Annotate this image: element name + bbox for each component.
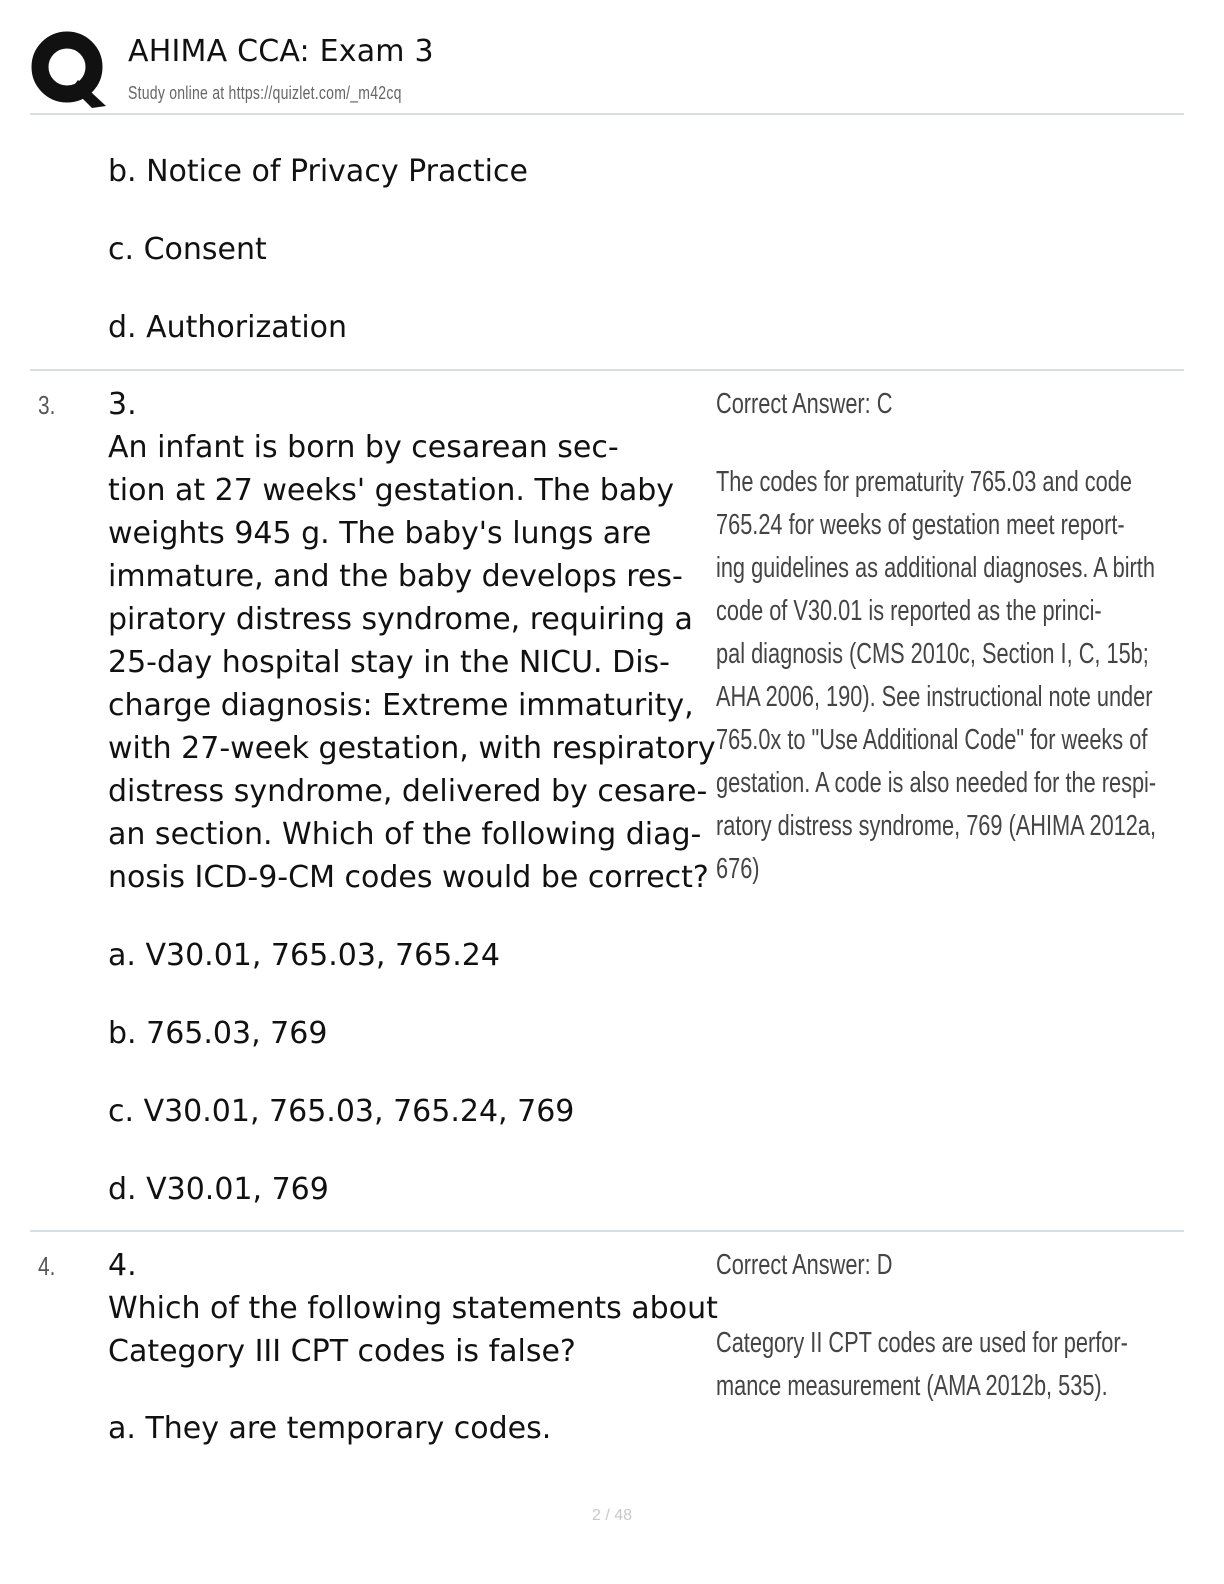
- question-number: 3.: [108, 387, 137, 422]
- question-divider: [30, 369, 1184, 371]
- question-index: 4.: [38, 1251, 56, 1281]
- question-line: 25-day hospital stay in the NICU. Dis-: [108, 645, 670, 680]
- question-3: [108, 383, 718, 899]
- page-number: 2 / 48: [591, 1507, 633, 1524]
- explanation-line: 676): [716, 853, 760, 885]
- document-title: AHIMA CCA: Exam 3: [128, 34, 434, 69]
- explanation-line: mance measurement (AMA 2012b, 535).: [716, 1370, 1108, 1402]
- option-a: a. They are temporary codes.: [108, 1411, 552, 1446]
- question-4: [108, 1244, 718, 1373]
- quizlet-logo-icon: [30, 30, 110, 110]
- question-line: Which of the following statements about: [108, 1291, 718, 1326]
- question-index: 3.: [38, 390, 56, 420]
- option-b: b. Notice of Privacy Practice: [108, 154, 528, 189]
- option-d: d. Authorization: [108, 310, 348, 345]
- explanation-line: code of V30.01 is reported as the princi-: [716, 595, 1102, 627]
- explanation-line: pal diagnosis (CMS 2010c, Section I, C, 15b;: [716, 638, 1149, 670]
- question-line: An infant is born by cesarean sec-: [108, 430, 619, 465]
- question-line: charge diagnosis: Extreme immaturity,: [108, 688, 694, 723]
- answer-3: [716, 383, 1166, 891]
- explanation-line: AHA 2006, 190). See instructional note under: [716, 681, 1153, 713]
- spacer: [716, 426, 1166, 461]
- study-link[interactable]: Study online at https://quizlet.com/_m42cq: [128, 83, 402, 103]
- answer-4: [716, 1244, 1166, 1408]
- option-b: b. 765.03, 769: [108, 1016, 328, 1051]
- question-line: Category III CPT codes is false?: [108, 1334, 576, 1369]
- option-d: d. V30.01, 769: [108, 1172, 329, 1207]
- explanation-line: gestation. A code is also needed for the respi-: [716, 767, 1157, 799]
- question-divider: [30, 1230, 1184, 1232]
- option-a: a. V30.01, 765.03, 765.24: [108, 938, 500, 973]
- question-number: 4.: [108, 1248, 137, 1283]
- explanation-line: ratory distress syndrome, 769 (AHIMA 2012a,: [716, 810, 1157, 842]
- option-c: c. Consent: [108, 232, 267, 267]
- option-c: c. V30.01, 765.03, 765.24, 769: [108, 1094, 575, 1129]
- header-divider: [30, 113, 1184, 115]
- correct-answer: Correct Answer: D: [716, 1249, 893, 1281]
- question-line: weights 945 g. The baby's lungs are: [108, 516, 652, 551]
- question-line: with 27-week gestation, with respiratory: [108, 731, 716, 766]
- question-line: distress syndrome, delivered by cesare-: [108, 774, 708, 809]
- question-line: tion at 27 weeks' gestation. The baby: [108, 473, 675, 508]
- explanation-line: ing guidelines as additional diagnoses. A birth: [716, 552, 1155, 584]
- explanation-line: 765.24 for weeks of gestation meet report-: [716, 509, 1125, 541]
- explanation-line: Category II CPT codes are used for perfor-: [716, 1327, 1128, 1359]
- question-line: immature, and the baby develops res-: [108, 559, 683, 594]
- spacer: [716, 1287, 1166, 1322]
- question-line: an section. Which of the following diag-: [108, 817, 702, 852]
- question-line: piratory distress syndrome, requiring a: [108, 602, 693, 637]
- question-line: nosis ICD-9-CM codes would be correct?: [108, 860, 709, 895]
- explanation-line: 765.0x to "Use Additional Code" for weeks of: [716, 724, 1148, 756]
- page-header: [0, 0, 1224, 115]
- correct-answer: Correct Answer: C: [716, 388, 893, 420]
- explanation-line: The codes for prematurity 765.03 and code: [716, 466, 1132, 498]
